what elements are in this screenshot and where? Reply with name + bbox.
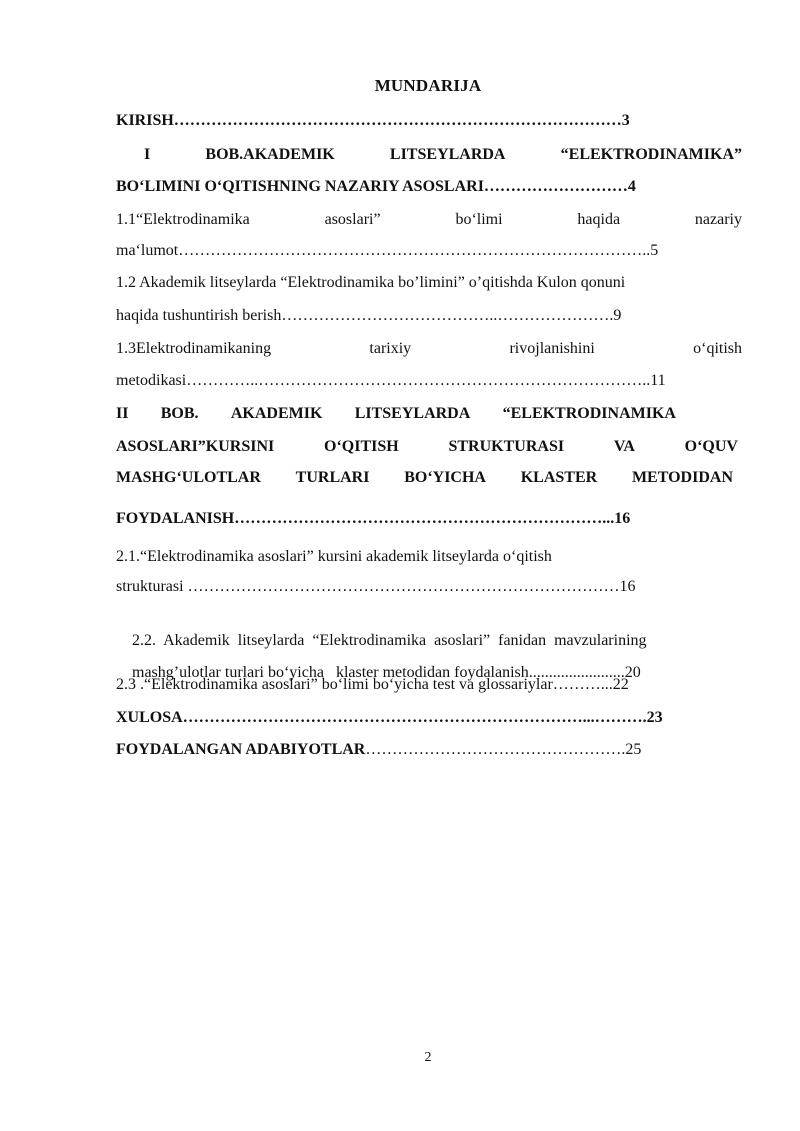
toc-text: 2.3 .“Elektrodinamika asoslari” bo‘limi bo‘yicha test va glossariylar………...22 — [116, 676, 629, 693]
toc-text: haqida tushuntirish berish…………………………………..………………….9 — [116, 307, 622, 324]
toc-entry-chapter-1-line-2 — [116, 177, 742, 197]
toc-entry-kirish — [116, 111, 742, 131]
toc-word: asoslari” — [324, 211, 381, 228]
toc-word: VA — [613, 438, 635, 455]
toc-entry-chapter-2-line-4 — [116, 509, 742, 529]
toc-word: “ELEKTRODINAMIKA” — [560, 146, 742, 163]
toc-word: bo‘limi — [455, 211, 503, 228]
toc-word: haqida — [577, 211, 621, 228]
toc-word: BOB.AKADEMIK — [205, 146, 335, 163]
toc-text: 2.1.“Elektrodinamika asoslari” kursini akademik litseylarda o‘qitish — [116, 548, 552, 565]
toc-text: 1.2 Akademik litseylarda “Elektrodinamika bo’limini” o’qitishda Kulon qonuni — [116, 274, 626, 291]
toc-entry-chapter-2-line-1 — [116, 404, 676, 424]
toc-text: metodikasi…………..………………………………………………………………..11 — [116, 372, 666, 389]
page-number: 2 — [424, 1050, 432, 1065]
toc-word: LITSEYLARDA — [354, 405, 471, 422]
toc-text: XULOSA…………………………………………………………………...……….23 — [116, 709, 663, 726]
toc-text: KIRISH…………………………………………………………………………3 — [116, 112, 630, 129]
toc-text: FOYDALANISH……………………………………………………………...16 — [116, 510, 631, 527]
toc-entry-1-3-line-2 — [116, 371, 742, 391]
toc-entry-2-3 — [116, 675, 742, 695]
toc-text: 2.2. Akademik litseylarda “Elektrodinamika asoslari” fanidan mavzularining — [132, 632, 647, 649]
toc-word: II — [116, 405, 129, 422]
toc-word: BO‘YICHA — [404, 469, 486, 486]
toc-word: TURLARI — [295, 469, 370, 486]
toc-word: 1.1“Elektrodinamika — [116, 211, 250, 228]
toc-word: O‘QUV — [684, 438, 738, 455]
toc-word: o‘qitish — [693, 340, 742, 357]
toc-entry-2-1-line-1 — [116, 547, 742, 567]
toc-text: mashg’ulotlar turlari bo‘yicha klaster metodidan foydalanish........................20 — [132, 664, 641, 681]
toc-word: METODIDAN — [631, 469, 733, 486]
toc-word: tarixiy — [369, 340, 412, 357]
toc-entry-xulosa — [116, 708, 742, 728]
toc-word: BOB. — [160, 405, 199, 422]
toc-entry-1-3-line-1 — [116, 339, 742, 359]
toc-entry-chapter-2-line-2 — [116, 437, 738, 457]
toc-entry-adabiyotlar — [116, 740, 742, 760]
toc-text: strukturasi ………………………………………………………………………16 — [116, 578, 636, 595]
toc-leader: ………………………………………….25 — [365, 741, 642, 758]
toc-entry-1-1-line-2 — [116, 241, 742, 261]
toc-word: rivojlanishini — [509, 340, 595, 357]
toc-entry-1-2-line-1 — [116, 273, 742, 293]
toc-word: STRUKTURASI — [448, 438, 565, 455]
page-title: MUNDARIJA — [374, 76, 482, 95]
toc-word: MASHG‘ULOTLAR — [116, 469, 261, 486]
toc-entry-chapter-2-line-3 — [116, 468, 733, 488]
toc-word: I — [144, 146, 151, 163]
toc-word: ASOSLARI”KURSINI — [116, 438, 275, 455]
toc-text: ma‘lumot……………………………………………………………………………..5 — [116, 242, 659, 259]
toc-entry-1-1-line-1 — [116, 210, 742, 230]
toc-entry-2-1-line-2 — [116, 577, 742, 597]
toc-word: O‘QITISH — [324, 438, 399, 455]
toc-word: nazariy — [694, 211, 742, 228]
toc-text: FOYDALANGAN ADABIYOTLAR — [116, 741, 366, 758]
toc-word: 1.3Elektrodinamikaning — [116, 340, 272, 357]
toc-entry-chapter-1-line-1 — [116, 145, 742, 165]
toc-word: AKADEMIK — [230, 405, 323, 422]
toc-word: “ELEKTRODINAMIKA — [502, 405, 676, 422]
toc-word: LITSEYLARDA — [389, 146, 506, 163]
toc-word: KLASTER — [520, 469, 598, 486]
toc-entry-1-2-line-2 — [116, 306, 742, 326]
toc-text: BO‘LIMINI O‘QITISHNING NAZARIY ASOSLARI………………………4 — [116, 178, 636, 195]
